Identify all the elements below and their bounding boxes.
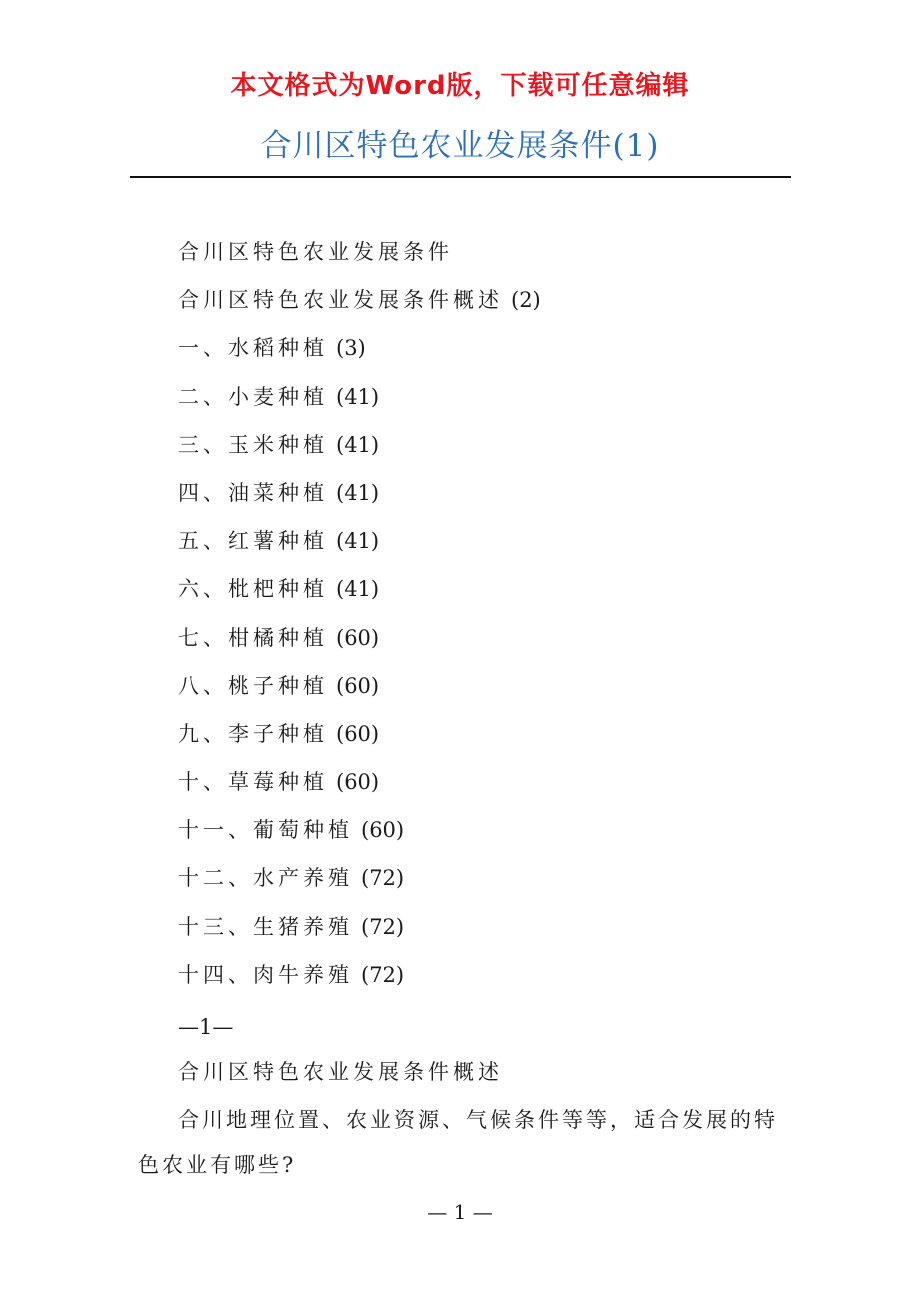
toc-item-label: 八、桃子种植 [178, 673, 328, 698]
section-heading: 合川区特色农业发展条件概述 [178, 1060, 503, 1084]
toc-item[interactable] [178, 326, 541, 374]
toc-item-label: 合川区特色农业发展条件概述 [178, 288, 503, 313]
toc-item-label: 十一、葡萄种植 [178, 818, 353, 843]
toc-item-label: 十二、水产养殖 [178, 866, 353, 891]
toc-item-page: (2) [511, 288, 541, 313]
toc-item-label: 七、柑橘种植 [178, 625, 328, 650]
table-of-contents [178, 230, 541, 1001]
toc-item[interactable] [178, 230, 541, 278]
toc-item[interactable] [178, 953, 541, 1001]
toc-item-page: (41) [336, 577, 380, 602]
toc-item-label: 合川区特色农业发展条件 [178, 240, 453, 264]
toc-item-page: (41) [336, 480, 380, 505]
toc-item-label: 一、水稻种植 [178, 336, 328, 361]
page-number-footer: — 1 — [427, 1200, 493, 1224]
toc-item-page: (60) [336, 721, 380, 746]
toc-item[interactable] [178, 375, 541, 423]
document-title: 合川区特色农业发展条件(1) [260, 128, 660, 164]
toc-item-page: (60) [336, 625, 380, 650]
toc-item-page: (72) [361, 914, 405, 939]
toc-item-label: 十四、肉牛养殖 [178, 962, 353, 987]
toc-item[interactable] [178, 567, 541, 615]
toc-item-label: 四、油菜种植 [178, 480, 328, 505]
toc-item-page: (72) [361, 962, 405, 987]
toc-item[interactable] [178, 423, 541, 471]
toc-item[interactable] [178, 664, 541, 712]
download-banner: 本文格式为Word版，下载可任意编辑 [230, 71, 690, 101]
toc-item-label: 五、红薯种植 [178, 529, 328, 554]
paragraph-text: 合川地理位置、农业资源、气候条件等等，适合发展的特色农业有哪些? [138, 1108, 778, 1177]
toc-item-label: 十、草莓种植 [178, 770, 328, 795]
toc-item[interactable] [178, 856, 541, 904]
toc-item-label: 六、枇杷种植 [178, 577, 328, 602]
toc-item-page: (72) [361, 866, 405, 891]
page-reference: —1— [178, 1015, 234, 1039]
toc-item-page: (60) [361, 818, 405, 843]
toc-item[interactable] [178, 471, 541, 519]
toc-item-page: (3) [336, 336, 366, 361]
toc-item-label: 二、小麦种植 [178, 384, 328, 409]
title-divider [130, 176, 791, 178]
toc-item[interactable] [178, 616, 541, 664]
toc-item-page: (60) [336, 770, 380, 795]
body-paragraph [138, 1098, 788, 1188]
toc-item-page: (60) [336, 673, 380, 698]
toc-item-label: 三、玉米种植 [178, 432, 328, 457]
toc-item[interactable] [178, 808, 541, 856]
toc-item-page: (41) [336, 529, 380, 554]
toc-item[interactable] [178, 760, 541, 808]
toc-item-page: (41) [336, 384, 380, 409]
toc-item-page: (41) [336, 432, 380, 457]
toc-item[interactable] [178, 712, 541, 760]
toc-item[interactable] [178, 519, 541, 567]
toc-item[interactable] [178, 905, 541, 953]
toc-item[interactable] [178, 278, 541, 326]
toc-item-label: 十三、生猪养殖 [178, 914, 353, 939]
toc-item-label: 九、李子种植 [178, 721, 328, 746]
